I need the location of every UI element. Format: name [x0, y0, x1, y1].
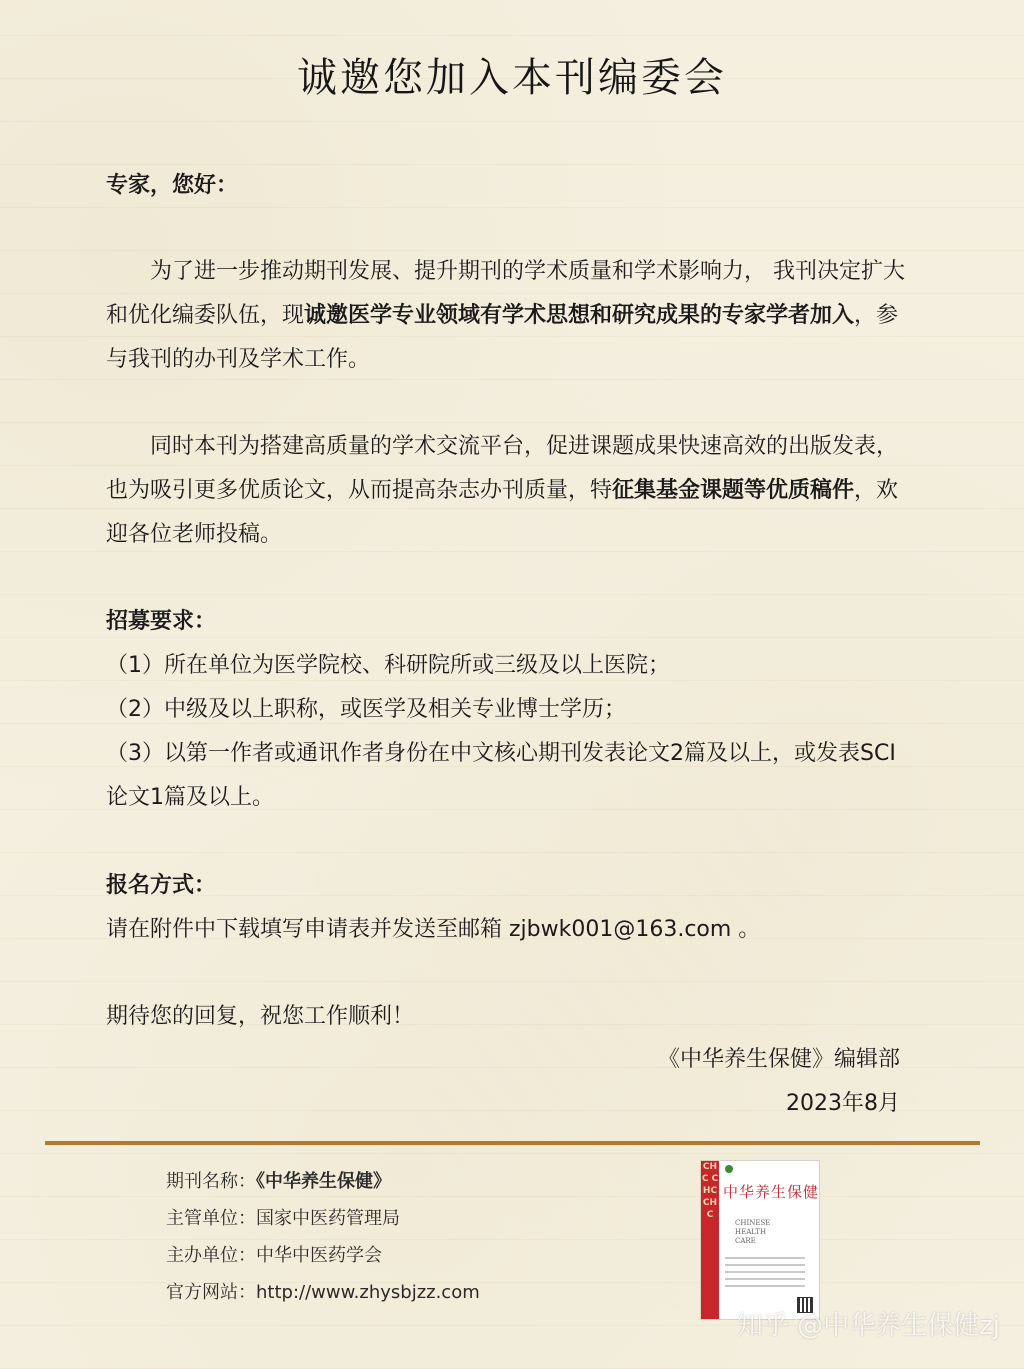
- requirement-item: （2）中级及以上职称，或医学及相关专业博士学历；: [106, 697, 626, 722]
- cover-english-title: [735, 1219, 770, 1246]
- website-row: [166, 1274, 480, 1311]
- greeting: 专家，您好：: [106, 173, 239, 198]
- watermark: 知乎 @中华养生保健zj: [736, 1311, 1000, 1341]
- signup-instructions[interactable]: 请在附件中下载填写申请表并发送至邮箱 zjbwk001@163.com 。: [106, 917, 761, 942]
- paragraph-invitation-text: 为了进一步推动期刊发展、提升期刊的学术质量和学术影响力， 我刊决定扩大和优化编委队伍，现: [106, 259, 905, 328]
- requirement-item: （3）以第一作者或通讯作者身份在中文核心期刊发表论文2篇及以上，或发表SCI论文1篇及以上。: [106, 741, 896, 810]
- paragraph-submission: [106, 425, 906, 557]
- paragraph-invitation-tail: ，参与我刊的办刊及学术工作。: [106, 303, 899, 372]
- cover-text-lines: [725, 1257, 805, 1292]
- signature-date: 2023年8月: [786, 1091, 900, 1116]
- footer-divider: [45, 1141, 980, 1145]
- paragraph-submission-tail: ，欢迎各位老师投稿。: [106, 478, 899, 547]
- sponsor-row: [166, 1237, 480, 1274]
- cover-title: 中华养生保健: [723, 1183, 820, 1201]
- paragraph-invitation: [106, 250, 906, 382]
- sponsor-label: 主办单位：: [166, 1245, 256, 1266]
- supervisor-value: 国家中医药管理局: [256, 1208, 400, 1229]
- paragraph-submission-bold: 征集基金课题等优质稿件: [612, 478, 855, 503]
- journal-name-value: 《中华养生保健》: [256, 1171, 391, 1192]
- signup-heading: 报名方式：: [106, 873, 217, 898]
- paragraph-invitation-bold: 诚邀医学专业领域有学术思想和研究成果的专家学者加入: [304, 303, 855, 328]
- journal-info: [166, 1163, 480, 1311]
- journal-name-label: 期刊名称：: [166, 1171, 256, 1192]
- cover-english-line: CHINESE: [735, 1219, 771, 1227]
- page-title: 诚邀您加入本刊编委会: [297, 55, 727, 101]
- closing-line: 期待您的回复，祝您工作顺利！: [106, 1004, 415, 1029]
- cover-english-line: HEALTH: [735, 1228, 767, 1236]
- journal-name-row: [166, 1163, 480, 1200]
- cover-logo-icon: [725, 1165, 733, 1173]
- requirement-item: （1）所在单位为医学院校、科研院所或三级及以上医院；: [106, 653, 670, 678]
- paragraph-submission-text: 同时本刊为搭建高质量的学术交流平台，促进课题成果快速高效的出版发表，也为吸引更多优质论文，从而提高杂志办刊质量，特: [106, 434, 899, 503]
- requirements-list: [106, 644, 906, 820]
- cover-side-band: CHC CHC CHC: [701, 1161, 719, 1319]
- sponsor-value: 中华中医药学会: [256, 1245, 382, 1266]
- requirements-heading: 招募要求：: [106, 609, 217, 634]
- supervisor-row: [166, 1200, 480, 1237]
- journal-cover-image: [700, 1160, 820, 1320]
- website-label: 官方网站：: [166, 1282, 256, 1303]
- cover-english-line: CARE: [735, 1237, 756, 1245]
- supervisor-label: 主管单位：: [166, 1208, 256, 1229]
- signature-org: 《中华养生保健》编辑部: [657, 1047, 900, 1072]
- website-link[interactable]: http://www.zhysbjzz.com: [256, 1282, 480, 1303]
